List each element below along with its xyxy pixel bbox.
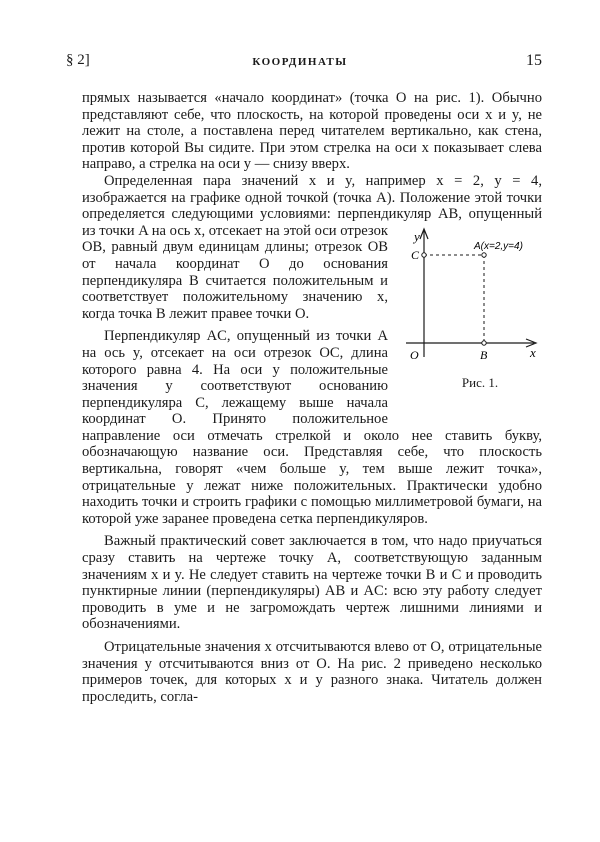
- point-c: [422, 253, 426, 257]
- x-axis-label: x: [530, 344, 536, 360]
- origin-label: O: [410, 347, 419, 362]
- figure-1: [396, 225, 542, 421]
- point-b: [482, 341, 486, 345]
- paragraph-1: прямых называется «начало координат» (точка O на рис. 1). Обычно представляют себе, что плоскость, на которой проведены оси x и y, не лежит на столе, а поставлена перед читателем вертикально, как стена, против которой Вы сидите. При этом стрелка на оси x показывает слева направо, а стрелка на оси y — снизу вверх.: [82, 90, 542, 173]
- y-axis-label: y: [414, 228, 420, 244]
- coordinate-diagram: [396, 225, 542, 375]
- point-a: [482, 253, 486, 257]
- point-a-label: A(x=2,y=4): [474, 240, 523, 252]
- paragraph-5: Отрицательные значения x отсчитываются влево от O, отрицательные значения y отсчитываются вниз от O. На рис. 2 приведено несколько примеров точек, для которых x и y разного знака. Читатель должен проследить, согла-: [82, 639, 542, 705]
- point-b-label: B: [480, 347, 488, 362]
- point-c-label: C: [411, 247, 420, 262]
- body-text: [82, 90, 542, 705]
- page-number: 15: [526, 52, 542, 69]
- paragraph-4: Важный практический совет заключается в том, что надо приучаться сразу ставить на чертеже точку A, соответствующую заданным значениям x и y. Не следует ставить на чертеже точки B и C и проводить пунктирные линии (перпендикуляры) AB и AC: всю эту работу следует проводить в уме и не загромождать чертеж лишними линиями и обозначениями.: [82, 533, 542, 633]
- paragraph-3: Перпендикуляр AC, опущенный из точки A на ось y, отсекает на оси отрезок OC, длина которого равна 4. На оси y положительные значения y соответствуют основанию перпендикуляра C, лежащему выше начала координат O. Принято положительное направление оси отмечать стрелкой и около нее ставить букву, обозначающую название оси. Представляя себе, что плоскость вертикальна, говорят «чем больше y, тем выше лежит точка», отрицательные y лежат ниже положительных. Практически удобно находить точки и строить графики с помощью миллиметровой бумаги, на которой уже заранее проведена сетка перпендикуляров.: [82, 328, 542, 527]
- running-title: КООРДИНАТЫ: [252, 56, 348, 68]
- figure-caption: Рис. 1.: [461, 374, 499, 390]
- section-marker: § 2]: [66, 52, 90, 68]
- paragraph-2-intro: Определенная пара значений x и y, например x = 2, y = 4, изображается на графике одной точкой (точка A). Положение этой точки определяется следующими условиями: перпендикуляр AB, опущенный из точки A на y x O C B A(x=2,y=4) Рис. 1. ось x, отсекает на этой оси отрезок OB, равный двум единицам длины; отрезок OB от начала координат O до основания перпендикуляра B считается положительным и соответствует положительному значению x, когда точка B лежит правее точки O.: [82, 173, 542, 322]
